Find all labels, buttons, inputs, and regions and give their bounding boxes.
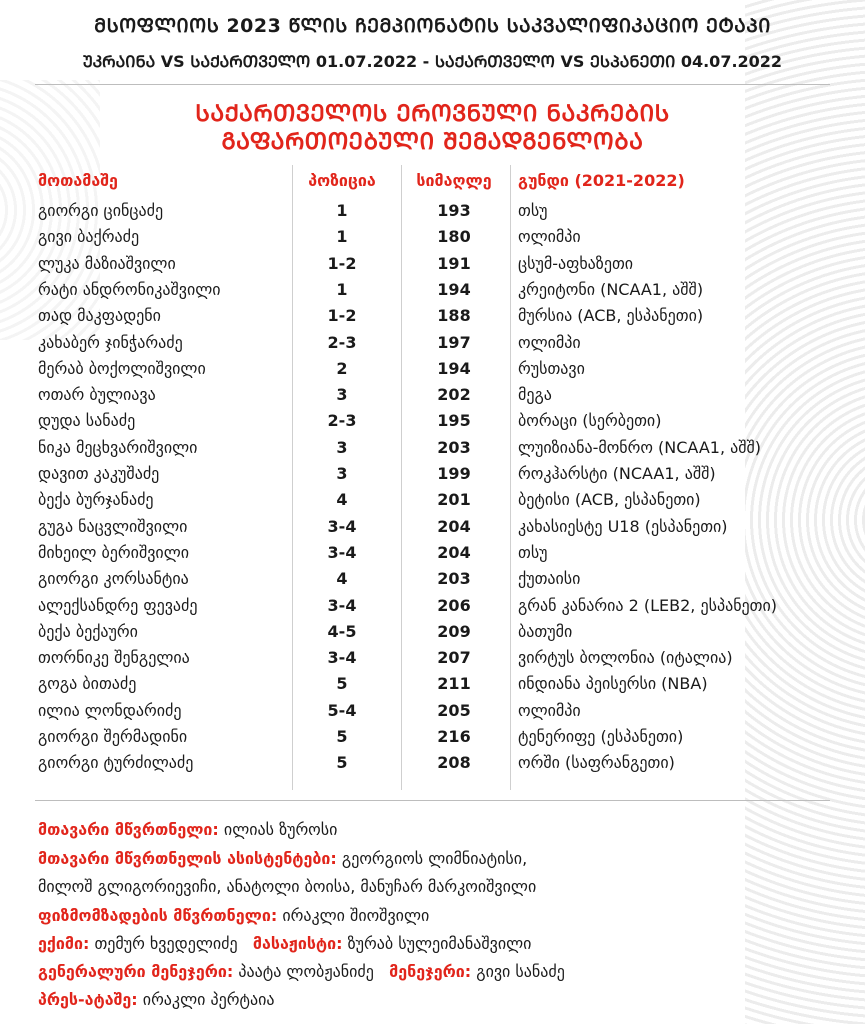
player-position: 5 [336, 674, 348, 694]
player-name: ბექა ბურჯანაძე [38, 490, 154, 510]
player-team: ქუთაისი [518, 569, 581, 589]
table-row [0, 359, 865, 385]
player-team: ოლიმპი [518, 700, 581, 720]
player-position: 5 [336, 727, 348, 746]
player-team: მეგა [518, 385, 552, 405]
player-height: 209 [437, 621, 471, 641]
staff-assistants-cont [38, 877, 536, 896]
roster-title-line2: ᲒᲐᲤᲐᲠᲗᲝᲔᲑᲣᲚᲘ ᲨᲔᲛᲐᲓᲒᲔᲜᲚᲝᲑᲐ [221, 129, 644, 155]
assistants-names-cont: მილოშ გლიგორიევიჩი, ანატოლი ბოისა, მანუჩარ მარკოიშვილი [38, 877, 537, 896]
player-name: თად მაკფადენი [38, 306, 161, 326]
player-team: კახასიესტე U18 (ესპანეთი) [518, 516, 728, 536]
column-header-position: პოზიცია [308, 171, 376, 190]
player-position: 3-4 [327, 648, 357, 668]
player-team: ოლიმპი [518, 227, 581, 247]
player-position: 4 [336, 569, 348, 589]
player-height: 202 [437, 385, 471, 405]
head-coach-label: მთავარი მწვრთნელი: [38, 820, 219, 839]
player-name: ოთარ ბულიავა [38, 385, 156, 405]
player-team: ორში (საფრანგეთი) [518, 753, 675, 773]
table-row [0, 543, 865, 569]
tournament-title: ᲛᲡᲝᲤᲚᲘᲝᲡ 2023 ᲬᲚᲘᲡ ᲩᲔᲛᲞᲘᲝᲜᲐᲢᲘᲡ ᲡᲐᲙᲕᲐᲚᲘᲤᲘᲙᲐᲪᲘᲝ ᲔᲢᲐᲞᲘ [94, 15, 771, 37]
table-row [0, 701, 865, 727]
table-row [0, 596, 865, 622]
table-row [0, 385, 865, 411]
press-attache-label: პრეს-ატაშე: [38, 990, 138, 1009]
player-height: 204 [437, 542, 471, 562]
player-team: ლუიზიანა-მონრო (NCAA1, აშშ) [518, 437, 762, 457]
player-name: ბექა ბექაური [38, 621, 138, 641]
staff-head-coach [38, 820, 337, 839]
table-row [0, 306, 865, 332]
player-name: რატი ანდრონიკაშვილი [38, 279, 221, 299]
player-name: ალექსანდრე ფევაძე [38, 595, 198, 615]
manager-name: გივი სანაძე [476, 962, 565, 981]
table-row [0, 280, 865, 306]
column-header-player: მოთამაშე [38, 171, 118, 190]
staff-physio [38, 906, 429, 925]
table-row [0, 333, 865, 359]
player-name: დუდა სანაძე [38, 411, 136, 431]
player-position: 1 [336, 201, 348, 220]
staff-assistants [38, 849, 527, 868]
player-height: 201 [437, 490, 471, 510]
table-row [0, 648, 865, 674]
table-row [0, 517, 865, 543]
player-position: 3 [336, 385, 348, 405]
player-height: 216 [437, 727, 471, 746]
player-name: გიორგი ცინცაძე [38, 201, 164, 220]
player-height: 191 [437, 253, 471, 273]
player-position: 1-2 [327, 253, 357, 273]
player-height: 197 [437, 332, 471, 352]
player-name: გივი ბაქრაძე [38, 227, 140, 247]
player-team: ბეტისი (ACB, ესპანეთი) [518, 490, 701, 510]
staff-managers [38, 962, 565, 981]
doctor-name: თემურ ხვედელიძე [94, 934, 238, 953]
table-row [0, 411, 865, 437]
player-position: 1 [336, 227, 348, 247]
staff-doctor-masseur [38, 934, 531, 953]
assistants-names: გეორგიოს ლიმნიატისი, [341, 849, 528, 868]
player-position: 1-2 [327, 306, 357, 326]
match-dates: ᲣᲙᲠᲐᲘᲜᲐ VS ᲡᲐᲥᲐᲠᲗᲕᲔᲚᲝ 01.07.2022 - ᲡᲐᲥᲐᲠᲗᲕᲔᲚᲝ VS ᲔᲡᲞᲐᲜᲔᲗᲘ 04.07.2022 [82, 52, 783, 71]
player-team: ინდიანა პეისერსი (NBA) [518, 674, 708, 694]
player-position: 5-4 [327, 700, 357, 720]
player-position: 2-3 [327, 411, 357, 431]
player-position: 4 [336, 490, 348, 510]
player-name: დავით კაკუშაძე [38, 464, 160, 483]
player-height: 195 [437, 411, 471, 431]
physio-label: ფიზმომზადების მწვრთნელი: [38, 906, 278, 925]
player-height: 193 [437, 201, 471, 220]
table-row [0, 464, 865, 490]
masseur-label: მასაჟისტი: [252, 934, 343, 953]
player-team: როკჰარსტი (NCAA1, აშშ) [518, 464, 716, 483]
player-height: 211 [437, 674, 471, 694]
player-height: 203 [437, 569, 471, 589]
player-name: ნიკა მეცხვარიშვილი [38, 437, 198, 457]
physio-name: ირაკლი შიოშვილი [282, 906, 430, 925]
player-team: ტენერიფე (ესპანეთი) [518, 727, 684, 746]
player-name: მიხეილ ბერიშვილი [38, 542, 190, 562]
player-team: თსუ [518, 542, 548, 562]
manager-label: მენეჯერი: [389, 962, 472, 981]
player-height: 205 [437, 700, 471, 720]
player-height: 188 [437, 306, 471, 326]
player-team: ბათუმი [518, 621, 573, 641]
head-coach-name: ილიას ზუროსი [223, 820, 338, 839]
player-name: კახაბერ ჯინჭარაძე [38, 332, 183, 352]
general-manager-label: გენერალური მენეჯერი: [38, 962, 234, 981]
roster-title-line1: ᲡᲐᲥᲐᲠᲗᲕᲔᲚᲝᲡ ᲔᲠᲝᲕᲜᲣᲚᲘ ᲜᲐᲙᲠᲔᲑᲘᲡ [195, 101, 670, 127]
player-height: 207 [437, 648, 471, 668]
player-height: 199 [437, 464, 471, 483]
player-name: ილია ლონდარიძე [38, 700, 182, 720]
player-team: მურსია (ACB, ესპანეთი) [518, 306, 704, 326]
player-team: ცსუმ-აფხაზეთი [518, 253, 634, 273]
player-position: 5 [336, 753, 348, 773]
table-row [0, 490, 865, 516]
table-row [0, 753, 865, 779]
player-team: გრან კანარია 2 (LEB2, ესპანეთი) [518, 595, 778, 615]
column-header-height: სიმაღლე [416, 171, 492, 190]
table-row [0, 201, 865, 227]
player-team: ბორაცი (სერბეთი) [518, 411, 662, 431]
player-position: 3 [336, 437, 348, 457]
player-position: 3-4 [327, 595, 357, 615]
player-team: რუსთავი [518, 358, 585, 378]
player-position: 4-5 [327, 621, 357, 641]
doctor-label: ექიმი: [38, 934, 90, 953]
player-height: 194 [437, 279, 471, 299]
table-row [0, 569, 865, 595]
player-position: 3 [336, 464, 348, 483]
divider [35, 84, 830, 85]
table-row [0, 227, 865, 253]
player-name: გიორგი კორსანტია [38, 569, 189, 589]
player-team: თსუ [518, 201, 548, 220]
player-position: 1 [336, 279, 348, 299]
player-name: თორნიკე შენგელია [38, 648, 190, 668]
staff-press [38, 990, 274, 1009]
player-height: 204 [437, 516, 471, 536]
table-row [0, 254, 865, 280]
column-header-team: გუნდი (2021-2022) [518, 171, 685, 190]
player-height: 180 [437, 227, 471, 247]
player-team: ვირტუს ბოლონია (იტალია) [518, 648, 733, 668]
assistants-label: მთავარი მწვრთნელის ასისტენტები: [38, 849, 337, 868]
table-row [0, 674, 865, 700]
table-row [0, 622, 865, 648]
player-team: კრეიტონი (NCAA1, აშშ) [518, 279, 704, 299]
player-position: 2 [336, 358, 348, 378]
player-team: ოლიმპი [518, 332, 581, 352]
player-height: 206 [437, 595, 471, 615]
player-name: გიორგი შერმადინი [38, 727, 188, 746]
divider [35, 800, 830, 801]
player-name: ლუკა მაზიაშვილი [38, 253, 176, 273]
player-position: 3-4 [327, 542, 357, 562]
player-height: 194 [437, 358, 471, 378]
player-position: 3-4 [327, 516, 357, 536]
masseur-name: ზურაბ სულეიმანაშვილი [347, 934, 532, 953]
player-position: 2-3 [327, 332, 357, 352]
player-name: გიორგი ტურძილაძე [38, 753, 194, 773]
player-name: გუგა ნაცვლიშვილი [38, 516, 188, 536]
player-name: მერაბ ბოქოლიშვილი [38, 358, 206, 378]
player-height: 208 [437, 753, 471, 773]
player-name: გოგა ბითაძე [38, 674, 137, 694]
general-manager-name: პაატა ლობჟანიძე [238, 962, 374, 981]
table-row [0, 438, 865, 464]
player-height: 203 [437, 437, 471, 457]
table-row [0, 727, 865, 753]
press-attache-name: ირაკლი პერტაია [142, 990, 275, 1009]
